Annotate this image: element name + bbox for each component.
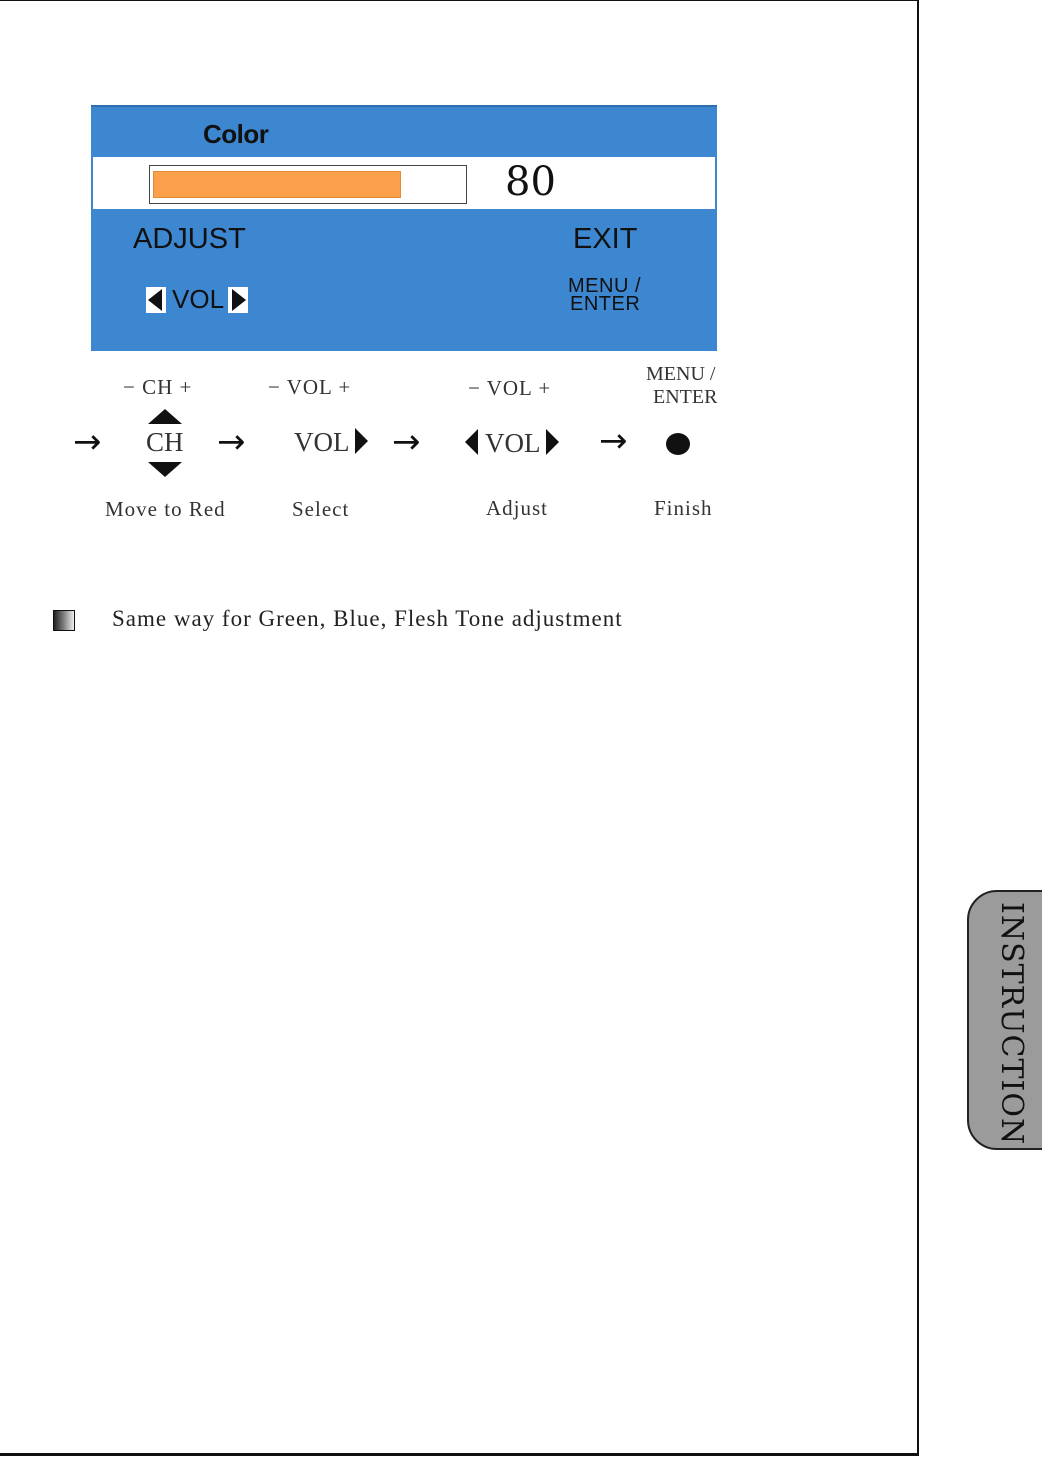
arrow-right-icon: →	[599, 421, 628, 461]
key-vol-adjust: VOL	[485, 428, 541, 458]
osd-color-panel	[91, 105, 717, 351]
right-triangle-icon	[546, 429, 559, 455]
hint-vol-select: − VOL +	[268, 375, 352, 399]
osd-vol-control	[146, 284, 248, 315]
osd-level-bar	[149, 165, 467, 204]
osd-title: Color	[203, 119, 269, 149]
up-triangle-icon	[148, 409, 182, 424]
arrow-right-icon: →	[217, 422, 246, 462]
down-triangle-icon	[148, 462, 182, 477]
osd-adjust-label: ADJUST	[133, 223, 246, 255]
square-bullet-icon	[53, 610, 75, 631]
arrow-right-icon: →	[392, 422, 421, 462]
right-triangle-icon	[228, 287, 248, 313]
osd-menu-line1: MENU /	[568, 275, 641, 297]
right-triangle-icon	[355, 428, 368, 454]
osd-vol-label: VOL	[172, 284, 225, 314]
caption-finish: Finish	[654, 496, 713, 520]
page-border-bottom	[0, 1453, 919, 1456]
caption-select: Select	[292, 497, 350, 521]
key-ch: CH	[146, 427, 184, 457]
section-side-tab	[967, 890, 1042, 1150]
hint-menu-line2: ENTER	[653, 386, 718, 408]
arrow-right-icon: →	[73, 422, 102, 462]
osd-exit-label: EXIT	[573, 223, 638, 255]
side-tab-label: INSTRUCTION	[994, 902, 1029, 1146]
left-triangle-icon	[146, 287, 166, 313]
osd-level-row	[93, 157, 715, 209]
osd-level-fill	[153, 171, 401, 198]
page-border-right	[917, 0, 919, 1456]
enter-dot-icon	[666, 433, 690, 455]
osd-menu-line2: ENTER	[570, 293, 641, 315]
osd-level-value: 80	[505, 159, 556, 205]
note-text: Same way for Green, Blue, Flesh Tone adjustment	[112, 606, 623, 631]
caption-adjust: Adjust	[486, 496, 549, 520]
page-border-top	[0, 0, 919, 1]
caption-move-to-red: Move to Red	[105, 497, 226, 521]
hint-menu-line1: MENU /	[646, 363, 716, 385]
osd-menu-enter-label	[568, 277, 641, 313]
hint-ch: − CH +	[123, 375, 193, 399]
left-triangle-icon	[465, 429, 478, 455]
hint-vol-adjust: − VOL +	[468, 376, 552, 400]
key-vol-select: VOL	[294, 427, 350, 457]
